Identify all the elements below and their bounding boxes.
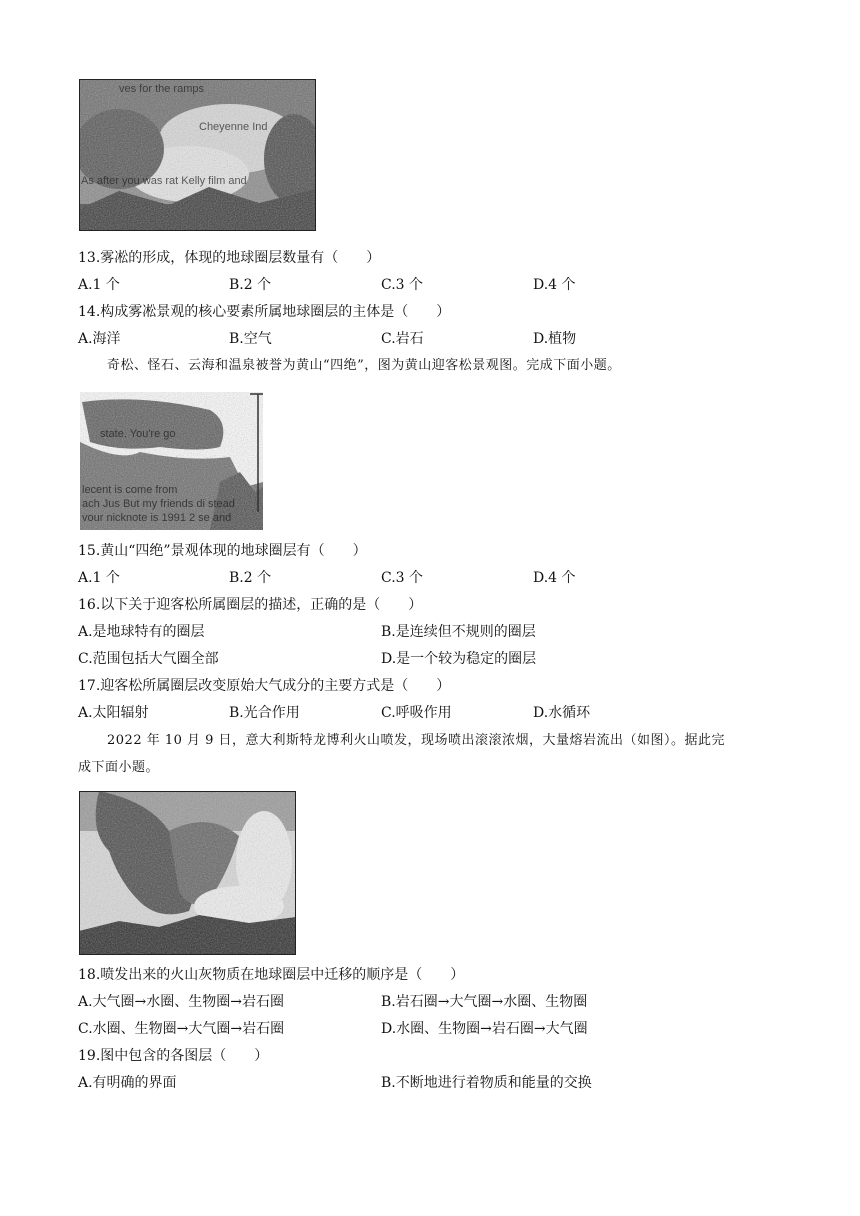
question-16-stem: 16.以下关于迎客松所属圈层的描述，正确的是（ ）: [78, 597, 423, 613]
q13-option-d[interactable]: D.4 个: [533, 277, 576, 293]
q13-option-c[interactable]: C.3 个: [381, 277, 424, 293]
q15-option-a[interactable]: A.1 个: [78, 570, 120, 586]
q17-option-d[interactable]: D.水循环: [533, 705, 591, 721]
photo-overlay-text: lecent is come from: [82, 484, 178, 496]
question-18-stem: 18.喷发出来的火山灰物质在地球圈层中迁移的顺序是（ ）: [78, 967, 465, 983]
volcano-intro-line2: 成下面小题。: [78, 760, 160, 775]
photo-overlay-text: vour nicknote is 1991 2 se and: [82, 512, 232, 524]
q18-option-a[interactable]: A.大气圈→水圈、生物圈→岩石圈: [78, 994, 285, 1010]
q16-option-c[interactable]: C.范围包括大气圈全部: [78, 651, 219, 667]
q19-option-a[interactable]: A.有明确的界面: [78, 1075, 177, 1091]
photo-overlay-text: state. You're go: [100, 428, 176, 440]
q13-option-a[interactable]: A.1 个: [78, 277, 120, 293]
q15-option-c[interactable]: C.3 个: [381, 570, 424, 586]
photo-overlay-text: ves for the ramps: [119, 83, 204, 95]
q18-option-c[interactable]: C.水圈、生物圈→大气圈→岩石圈: [78, 1021, 285, 1037]
q16-option-b[interactable]: B.是连续但不规则的圈层: [381, 624, 536, 640]
volcano-eruption-photo: [79, 791, 296, 955]
photo-overlay-text: ach Jus But my friends di stead: [82, 498, 235, 510]
question-13-stem: 13.雾凇的形成，体现的地球圈层数量有（ ）: [78, 250, 381, 266]
photo-overlay-text: Cheyenne Ind: [199, 121, 268, 133]
question-14-stem: 14.构成雾凇景观的核心要素所属地球圈层的主体是（ ）: [78, 304, 451, 320]
q17-option-c[interactable]: C.呼吸作用: [381, 705, 452, 721]
photo-overlay-text: As after you was rat Kelly film and: [81, 175, 247, 187]
q16-option-d[interactable]: D.是一个较为稳定的圈层: [381, 651, 537, 667]
q17-option-a[interactable]: A.太阳辐射: [78, 705, 149, 721]
q14-option-a[interactable]: A.海洋: [78, 331, 121, 347]
q14-option-c[interactable]: C.岩石: [381, 331, 424, 347]
q16-option-a[interactable]: A.是地球特有的圈层: [78, 624, 205, 640]
question-19-stem: 19.图中包含的各图层（ ）: [78, 1048, 269, 1064]
q17-option-b[interactable]: B.光合作用: [229, 705, 300, 721]
q19-option-b[interactable]: B.不断地进行着物质和能量的交换: [381, 1075, 592, 1091]
huangshan-intro: 奇松、怪石、云海和温泉被誉为黄山“四绝”，图为黄山迎客松景观图。完成下面小题。: [107, 358, 621, 373]
q14-option-d[interactable]: D.植物: [533, 331, 577, 347]
question-17-stem: 17.迎客松所属圈层改变原始大气成分的主要方式是（ ）: [78, 678, 451, 694]
q18-option-b[interactable]: B.岩石圈→大气圈→水圈、生物圈: [381, 994, 588, 1010]
question-15-stem: 15.黄山“四绝”景观体现的地球圈层有（ ）: [78, 543, 367, 559]
q18-option-d[interactable]: D.水圈、生物圈→岩石圈→大气圈: [381, 1021, 588, 1037]
q15-option-b[interactable]: B.2 个: [229, 570, 272, 586]
volcano-intro-line1: 2022 年 10 月 9 日，意大利斯特龙博利火山喷发，现场喷出滚滚浓烟，大量熔岩流出（如图）。据此完: [107, 733, 726, 748]
welcoming-pine-photo: [80, 392, 263, 530]
q14-option-b[interactable]: B.空气: [229, 331, 272, 347]
q15-option-d[interactable]: D.4 个: [533, 570, 576, 586]
rime-scene-photo: [79, 79, 316, 231]
q13-option-b[interactable]: B.2 个: [229, 277, 272, 293]
